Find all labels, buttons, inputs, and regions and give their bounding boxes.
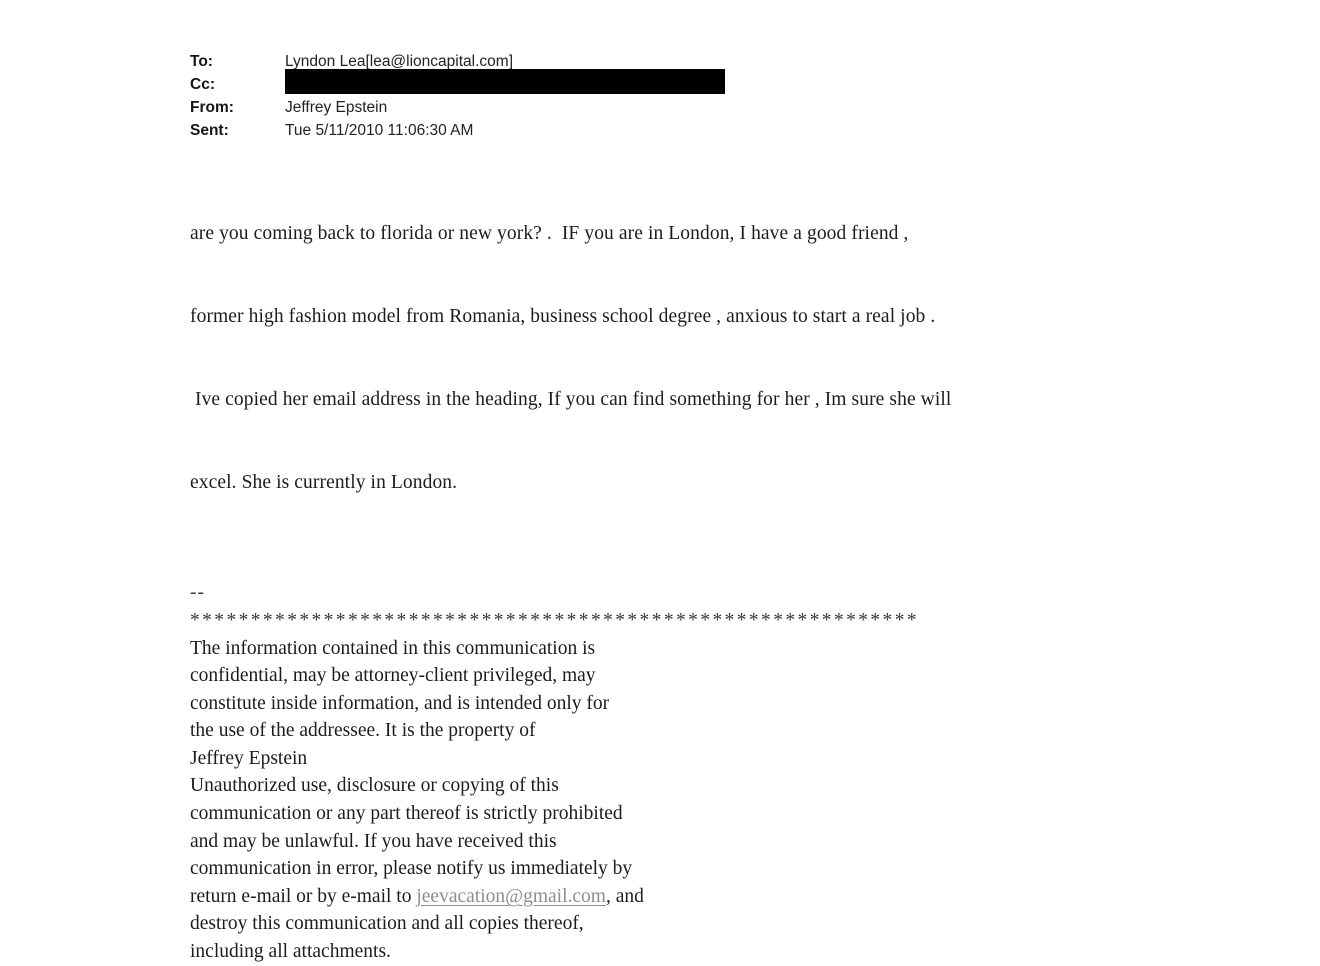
- disclaimer-line: communication or any part thereof is strictly prohibited: [190, 803, 623, 825]
- contact-email-link[interactable]: jeevacation@gmail.com: [416, 885, 606, 907]
- disclaimer-line: communication in error, please notify us immediately by: [190, 858, 633, 880]
- body-line: excel. She is currently in London.: [190, 471, 458, 493]
- from-value: Jeffrey Epstein: [285, 98, 388, 116]
- disclaimer-link-line: [190, 883, 1150, 911]
- confidentiality-disclaimer: [190, 635, 1150, 966]
- signature-separator: --: [190, 582, 205, 604]
- header-row-from: [190, 96, 1150, 119]
- header-row-sent: [190, 119, 1150, 142]
- email-header: [190, 50, 1150, 142]
- cc-label: Cc:: [190, 75, 215, 93]
- asterisk-divider: ************************************************************: [190, 609, 919, 631]
- disclaimer-link-prefix: return e-mail or by e-mail to: [190, 885, 417, 907]
- disclaimer-line: confidential, may be attorney-client privileged, may: [190, 665, 596, 687]
- body-line: former high fashion model from Romania, business school degree , anxious to start a real job .: [190, 305, 936, 327]
- disclaimer-link-suffix: , and: [605, 885, 644, 907]
- body-line: are you coming back to florida or new york? . IF you are in London, I have a good friend ,: [190, 223, 909, 245]
- cc-redaction-bar: [285, 69, 725, 94]
- to-label: To:: [190, 52, 213, 70]
- to-value: Lyndon Lea[lea@lioncapital.com]: [285, 52, 513, 70]
- disclaimer-line: destroy this communication and all copies thereof,: [190, 913, 584, 935]
- signature-block: [190, 579, 1150, 965]
- sent-label: Sent:: [190, 121, 229, 139]
- disclaimer-line: constitute inside information, and is intended only for: [190, 692, 610, 714]
- disclaimer-line: Jeffrey Epstein: [190, 747, 308, 769]
- disclaimer-line: and may be unlawful. If you have received this: [190, 830, 557, 852]
- email-body: [190, 165, 1150, 551]
- sent-value: Tue 5/11/2010 11:06:30 AM: [285, 121, 474, 139]
- disclaimer-line: The information contained in this communication is: [190, 637, 596, 659]
- disclaimer-line: the use of the addressee. It is the property of: [190, 720, 536, 742]
- from-label: From:: [190, 98, 234, 116]
- email-content: [190, 50, 1150, 966]
- disclaimer-line: Unauthorized use, disclosure or copying of this: [190, 775, 559, 797]
- body-line: Ive copied her email address in the heading, If you can find something for her , Im sure she will: [190, 388, 952, 410]
- disclaimer-line: including all attachments.: [190, 941, 391, 963]
